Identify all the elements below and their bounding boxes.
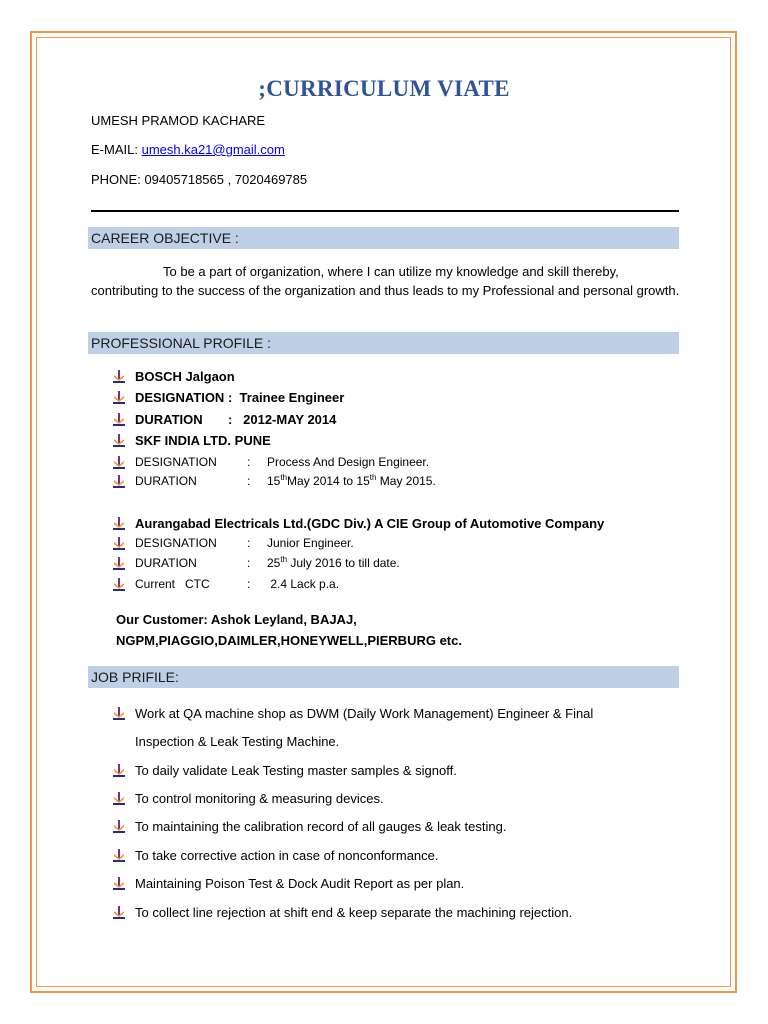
career-objective-text [91,262,681,300]
bullet-icon [113,557,125,571]
bullet-icon [113,434,125,448]
bullet-icon [113,792,125,806]
bullet-icon [113,456,125,470]
bullet-icon [113,877,125,891]
email-link[interactable]: umesh.ka21@gmail.com [141,142,285,157]
section-title: PROFESSIONAL PROFILE : [91,335,271,351]
bullet-icon [113,906,125,920]
objective-paragraph: To be a part of organization, where I can utilize my knowledge and skill thereby, contributing to the success of the organization and thus leads to my Professional and personal growth. [91,264,680,298]
bullet-icon [113,537,125,551]
section-job-profile [88,666,679,688]
bullet-icon [113,475,125,489]
bullet-icon [113,707,125,721]
phone-line: PHONE: 09405718565 , 7020469785 [91,172,308,187]
email-line [91,142,285,157]
bullet-icon [113,413,125,427]
bullet-icon [113,517,125,531]
bullet-icon [113,764,125,778]
bullet-icon [113,820,125,834]
bullet-icon [113,578,125,592]
bullet-icon [113,849,125,863]
applicant-name: UMESH PRAMOD KACHARE [91,113,266,128]
header-divider [91,210,679,212]
section-title: JOB PRIFILE: [91,669,179,685]
section-professional-profile [88,332,679,354]
email-label: E-MAIL: [91,142,138,157]
document-title: ;CURRICULUM VIATE [258,76,510,101]
bullet-icon [113,370,125,384]
section-career-objective [88,227,679,249]
customers-text: Our Customer: Ashok Leyland, BAJAJ, NGPM,PIAGGIO,DAIMLER,HONEYWELL,PIERBURG etc. [116,612,462,648]
bullet-icon [113,391,125,405]
section-title: CAREER OBJECTIVE : [91,230,239,246]
